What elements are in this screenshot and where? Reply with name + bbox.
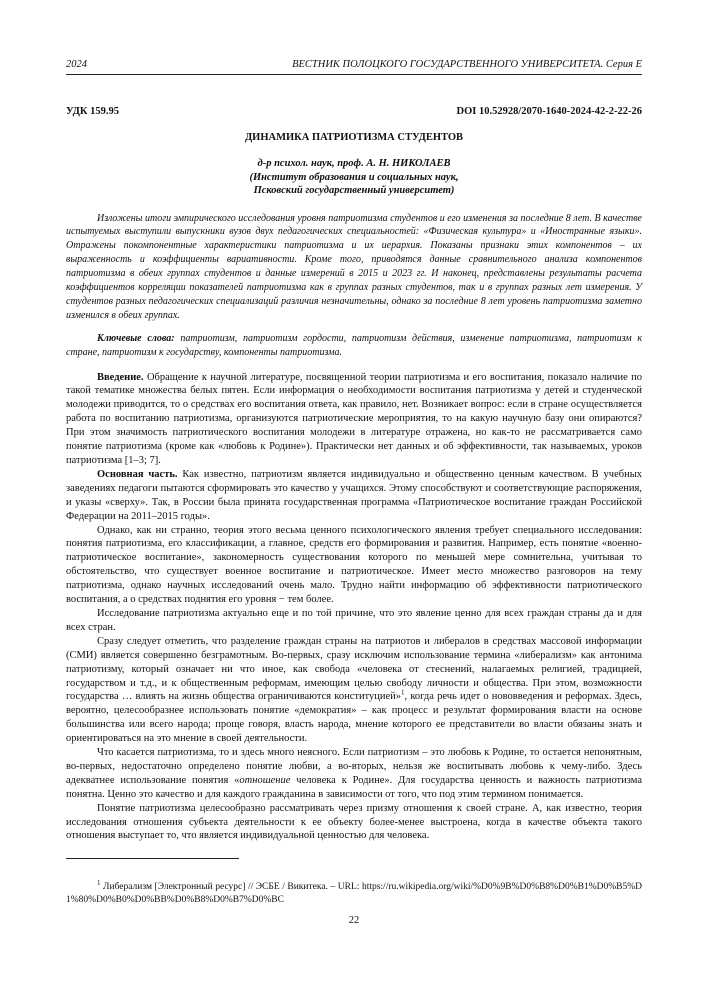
- paragraph-3: Однако, как ни странно, теория этого весьма ценного психологического явления требует специального исследования: понятия патриотизма, его классификации, а главное, средств его формирования и развития. Например, есть понятие «военно-патриотическое воспитание», закономерность существования которого по меньшей мере сомнительна, учитывая то обстоятельство, что существует военное воспитание и патриотическое. Имеет место множество разговоров на тему патриотизма, однако научных исследований очень мало. Трудно найти информацию об эффективности патриотического воспитания, а о средствах поднятия его уровня − тем более.: [66, 524, 642, 606]
- doi-code: DOI 10.52928/2070-1640-2024-42-2-22-26: [456, 106, 642, 117]
- paragraph-5-part-a: Сразу следует отметить, что разделение граждан страны на патриотов и либералов в средствах массовой информации (СМИ) является совершенно безграмотным. Во-первых, сразу исключим использование термина «либерализм» как антонима патриотизму, который означает ни что иное, как свобода «человека от стеснений, налагаемых религией, традицией, государством и т.д., и к общественным реформам, имеющим целью свободу личности и общества. При этом, возможности государства … влиять на жизнь общества ограничиваются конституцией»: [66, 635, 642, 703]
- paragraph-main-part: [66, 468, 642, 524]
- emphasis-term: отношение: [239, 774, 291, 786]
- footnote-separator: [66, 858, 239, 859]
- keywords: [66, 332, 642, 360]
- footnote: [66, 881, 642, 907]
- running-head-year: 2024: [66, 59, 87, 70]
- article-page: [66, 58, 642, 926]
- main-part-text: Как известно, патриотизм является индивидуально и общественно ценным качеством. В учебных заведениях педагоги пытаются сформировать это качество у учащихся. Этому способствуют и соответствующие распоряжения, и указы «сверху». Так, в России была принята государственная программа «Патриотическое воспитание граждан Российской Федерации на 2011–2015 годы».: [66, 468, 642, 522]
- paragraph-4: Исследование патриотизма актуально еще и по той причине, что это явление ценно для всех граждан страны да и для всех стран.: [66, 607, 642, 633]
- paragraph-5-part-b: , когда речь идет о нововведения и реформах. Здесь, вероятно, целесообразнее использовать понятие «демократия» – как процесс и результат формирования власти на основе большинства или всего народа; проще говоря, власть народа, мнение которого ее представители во власти обязаны знать и ориентироваться на это мнение в своей деятельности.: [66, 691, 642, 745]
- footnote-text[interactable]: Либерализм [Электронный ресурс] // ЭСБЕ / Викитека. – URL: https://ru.wikipedia.org/wiki/%D0%9B%D0%B8%D0%B1%D0%B5%D1%80%D0%B0%D0%BB%D0%B8%D0%B7%D0%BC: [66, 882, 642, 906]
- footnote-reference[interactable]: 1: [401, 688, 405, 697]
- paragraph-6: [66, 746, 642, 802]
- identifiers-row: [66, 105, 642, 118]
- paragraph-6-part-b: человека к Родине». Для государства ценность и важность патриотизма понятна. Ценно это качество и для каждого гражданина в зависимости от того, что под этим термином понимается.: [66, 774, 642, 800]
- main-part-heading: Основная часть.: [97, 468, 178, 480]
- running-head-journal: ВЕСТНИК ПОЛОЦКОГО ГОСУДАРСТВЕННОГО УНИВЕРСИТЕТА. Серия Е: [292, 59, 642, 70]
- paragraph-6-part-a: Что касается патриотизма, то и здесь много неясного. Если патриотизм – это любовь к Родине, то остается непонятным, во-первых, недостаточно определено понятие любви, а во-вторых, нельзя же воспитывать любовь к чему-либо. Здесь адекватнее использование понятия «: [66, 747, 642, 786]
- introduction-heading: Введение.: [97, 371, 144, 383]
- introduction-text: Обращение к научной литературе, посвященной теории патриотизма и его воспитания, показало наличие по такой тематике множества белых пятен. Если информация о необходимости воспитания патриотизма у детей и студенческой молодежи приводится, то о средствах его воспитания ответа, как правило, нет. Возникает вопрос: если в стране осуществляется работа по воспитанию патриотизма, организуются патриотические мероприятия, то на какую научную базу они опираются? При этом значимость патриотического воспитания молодежи в литературе отражена, но как-то не рассматривается само понятие патриотизма (кроме как «любовь к Родине»). Практически нет данных и об эффективности, так называемых, уроков патриотизма [1–3; 7].: [66, 371, 642, 466]
- keywords-text: патриотизм, патриотизм гордости, патриотизм действия, изменение патриотизма, патриотизм к стране, патриотизм к государству, компоненты патриотизма.: [66, 332, 643, 358]
- abstract: Изложены итоги эмпирического исследования уровня патриотизма студентов и его изменения за последние 8 лет. В качестве испытуемых выступили выпускники вузов двух педагогических специальностей: «Физическая культура» и «Иностранные языки». Отражены покомпонентные характеристики патриотизма и их иерархия. Показаны признаки этих компонентов – их выраженность и коэффициенты вариативности. Кроме того, приводятся данные сравнительного анализа компонентов патриотизма в обеих группах студентов и данные измерений в 2015 и 2023 гг. И наконец, представлены результаты расчета коэффициентов корреляции показателей патриотизма как в группах разных студентов, так и в группах разных лет измерения. У студентов разных педагогических специализаций различия незначительны, однако за последние 8 лет уровень патриотизма заметно изменился в обеих группах.: [66, 212, 642, 321]
- running-head: [66, 58, 642, 75]
- author-affiliation-1: (Институт образования и социальных наук,: [249, 171, 459, 183]
- author-affiliation-2: Псковский государственный университет): [253, 185, 455, 196]
- keywords-label: Ключевые слова:: [97, 332, 175, 344]
- author-block: [66, 157, 642, 198]
- article-title: ДИНАМИКА ПАТРИОТИЗМА СТУДЕНТОВ: [244, 132, 464, 143]
- footnote-marker: 1: [97, 879, 101, 888]
- paragraph-5: [66, 635, 642, 746]
- paragraph-7: Понятие патриотизма целесообразно рассматривать через призму отношения к своей стране. А, как известно, теория исследования отношения субъекта деятельности к ее объекту более-менее выстроена, когда в качестве объекта такого отношения выступает то, что является индивидуальной ценностью для человека.: [66, 802, 642, 842]
- author-name: д-р психол. наук, проф. А. Н. НИКОЛАЕВ: [257, 158, 451, 169]
- article-body: [66, 371, 642, 844]
- page-number: 22: [348, 915, 360, 927]
- udk-code: УДК 159.95: [66, 106, 119, 117]
- paragraph-introduction: [66, 371, 642, 468]
